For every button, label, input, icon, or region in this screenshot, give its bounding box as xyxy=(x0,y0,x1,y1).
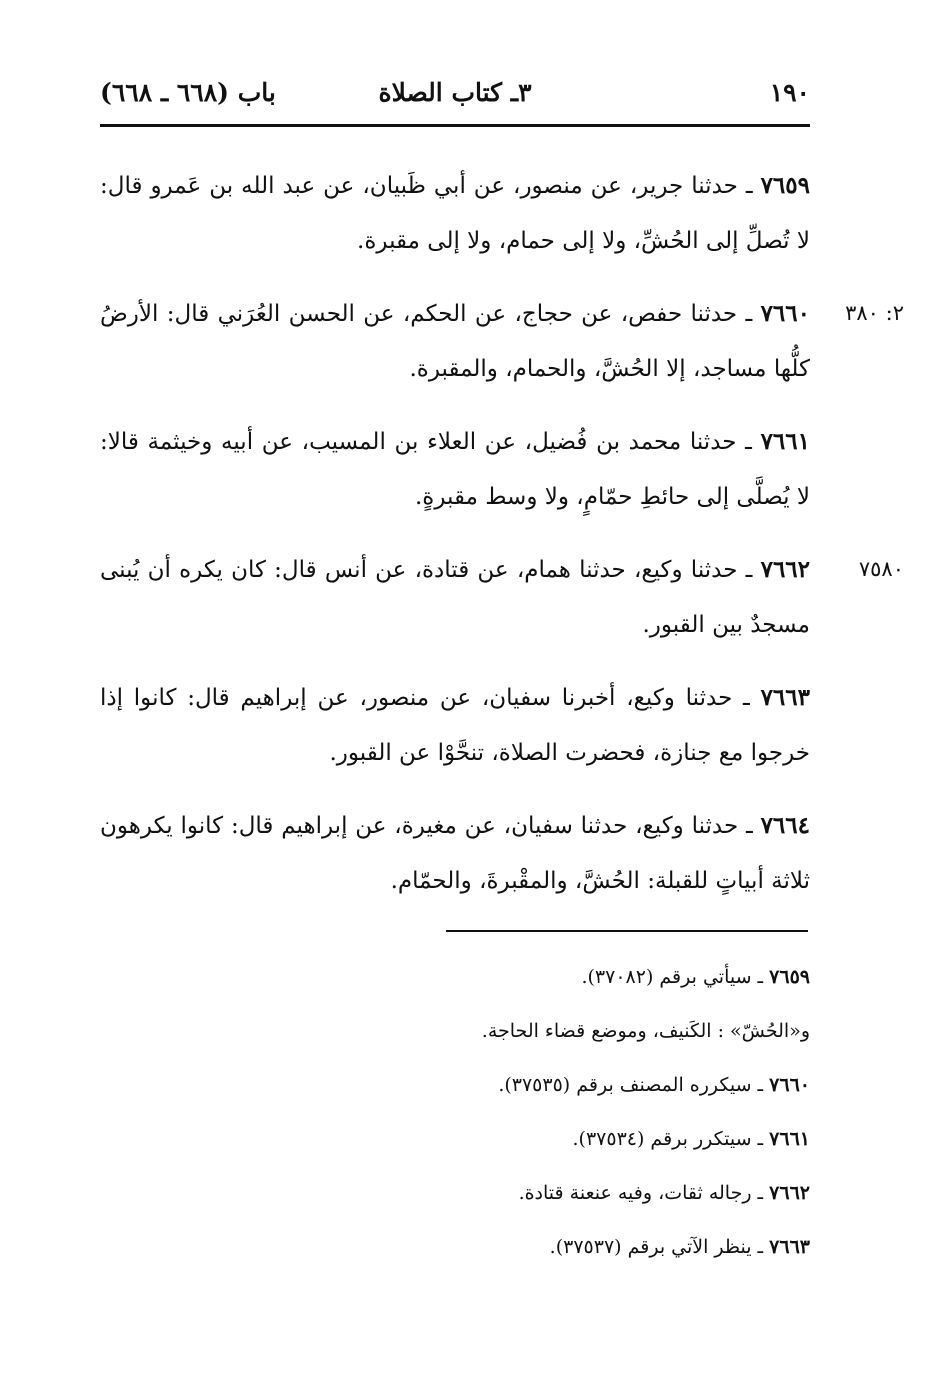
hadith-number: ٧٦٦٠ xyxy=(760,300,810,327)
footnote-item xyxy=(100,950,810,1004)
hadith-list xyxy=(100,158,904,926)
footnote-item xyxy=(100,1058,810,1112)
footnote-text: ـ رجاله ثقات، وفيه عنعنة قتادة. xyxy=(518,1182,764,1204)
hadith-item xyxy=(100,286,904,397)
hadith-text: ـ حدثنا جرير، عن منصور، عن أبي ظَبيان، عن عبد الله بن عَمرو قال: لا تُصلِّ إلى الحُشِّ، ولا إلى حمام، ولا إلى مقبرة. xyxy=(100,173,810,254)
hadith-number: ٧٦٦٤ xyxy=(760,812,810,839)
page-number: ١٩٠ xyxy=(769,78,810,107)
footnote-item xyxy=(100,1220,810,1274)
hadith-item xyxy=(100,414,810,525)
footnote-number: ٧٦٥٩ xyxy=(769,966,810,988)
hadith-item xyxy=(100,542,904,653)
footnote-rule xyxy=(446,930,808,932)
footnote-text: ـ سيكرره المصنف برقم (٣٧٥٣٥). xyxy=(498,1074,764,1096)
hadith-number: ٧٦٦٢ xyxy=(760,556,811,583)
hadith-number: ٧٦٦٣ xyxy=(760,684,810,711)
hadith-number: ٧٦٥٩ xyxy=(760,172,810,199)
hadith-text: ـ حدثنا وكيع، حدثنا همام، عن قتادة، عن أنس قال: كان يكره أن يُبنى مسجدٌ بين القبور. xyxy=(100,557,810,638)
footnote-number: ٧٦٦٠ xyxy=(769,1074,810,1096)
footnote-item xyxy=(100,1112,810,1166)
hadith-text: ـ حدثنا وكيع، أخبرنا سفيان، عن منصور، عن إبراهيم قال: كانوا إذا خرجوا مع جنازة، فحضرت الصلاة، تنحَّوْا عن القبور. xyxy=(100,685,810,766)
book-title: ٣ـ كتاب الصلاة xyxy=(378,78,532,107)
footnote-number: ٧٦٦٢ xyxy=(769,1182,810,1204)
footnotes xyxy=(100,950,810,1274)
hadith-text: ـ حدثنا وكيع، حدثنا سفيان، عن مغيرة، عن إبراهيم قال: كانوا يكرهون ثلاثة أبياتٍ للقبلة: الحُشَّ، والمقْبرةَ، والحمّام. xyxy=(100,813,810,894)
header-rule xyxy=(100,124,810,127)
margin-note: ٧٥٨٠ xyxy=(858,557,904,581)
hadith-item xyxy=(100,670,810,781)
footnote-number: ٧٦٦٣ xyxy=(769,1236,810,1258)
hadith-item xyxy=(100,158,810,269)
chapter-range: باب (٦٦٨ ـ ٦٦٨) xyxy=(100,78,276,107)
hadith-text: ـ حدثنا حفص، عن حجاج، عن الحكم، عن الحسن العُرَني قال: الأرضُ كلُّها مساجد، إلا الحُشَّ، والحمام، والمقبرة. xyxy=(100,301,810,382)
footnote-text: ـ سيأتي برقم (٣٧٠٨٢). xyxy=(581,966,764,988)
footnote-text: و«الحُشّ» : الكَنيف، وموضع قضاء الحاجة. xyxy=(481,1020,810,1042)
footnote-number: ٧٦٦١ xyxy=(769,1128,810,1150)
page-header xyxy=(100,78,810,118)
hadith-number: ٧٦٦١ xyxy=(760,428,810,455)
footnote-text: ـ سيتكرر برقم (٣٧٥٣٤). xyxy=(572,1128,764,1150)
footnote-text: ـ ينظر الآتي برقم (٣٧٥٣٧). xyxy=(549,1236,764,1258)
margin-note: ٢: ٣٨٠ xyxy=(845,301,904,325)
footnote-item xyxy=(100,1166,810,1220)
hadith-item xyxy=(100,798,810,909)
hadith-text: ـ حدثنا محمد بن فُضيل، عن العلاء بن المسيب، عن أبيه وخيثمة قالا: لا يُصلَّى إلى حائطِ حمّامٍ، ولا وسط مقبرةٍ. xyxy=(100,429,810,510)
footnote-item xyxy=(100,1004,810,1058)
